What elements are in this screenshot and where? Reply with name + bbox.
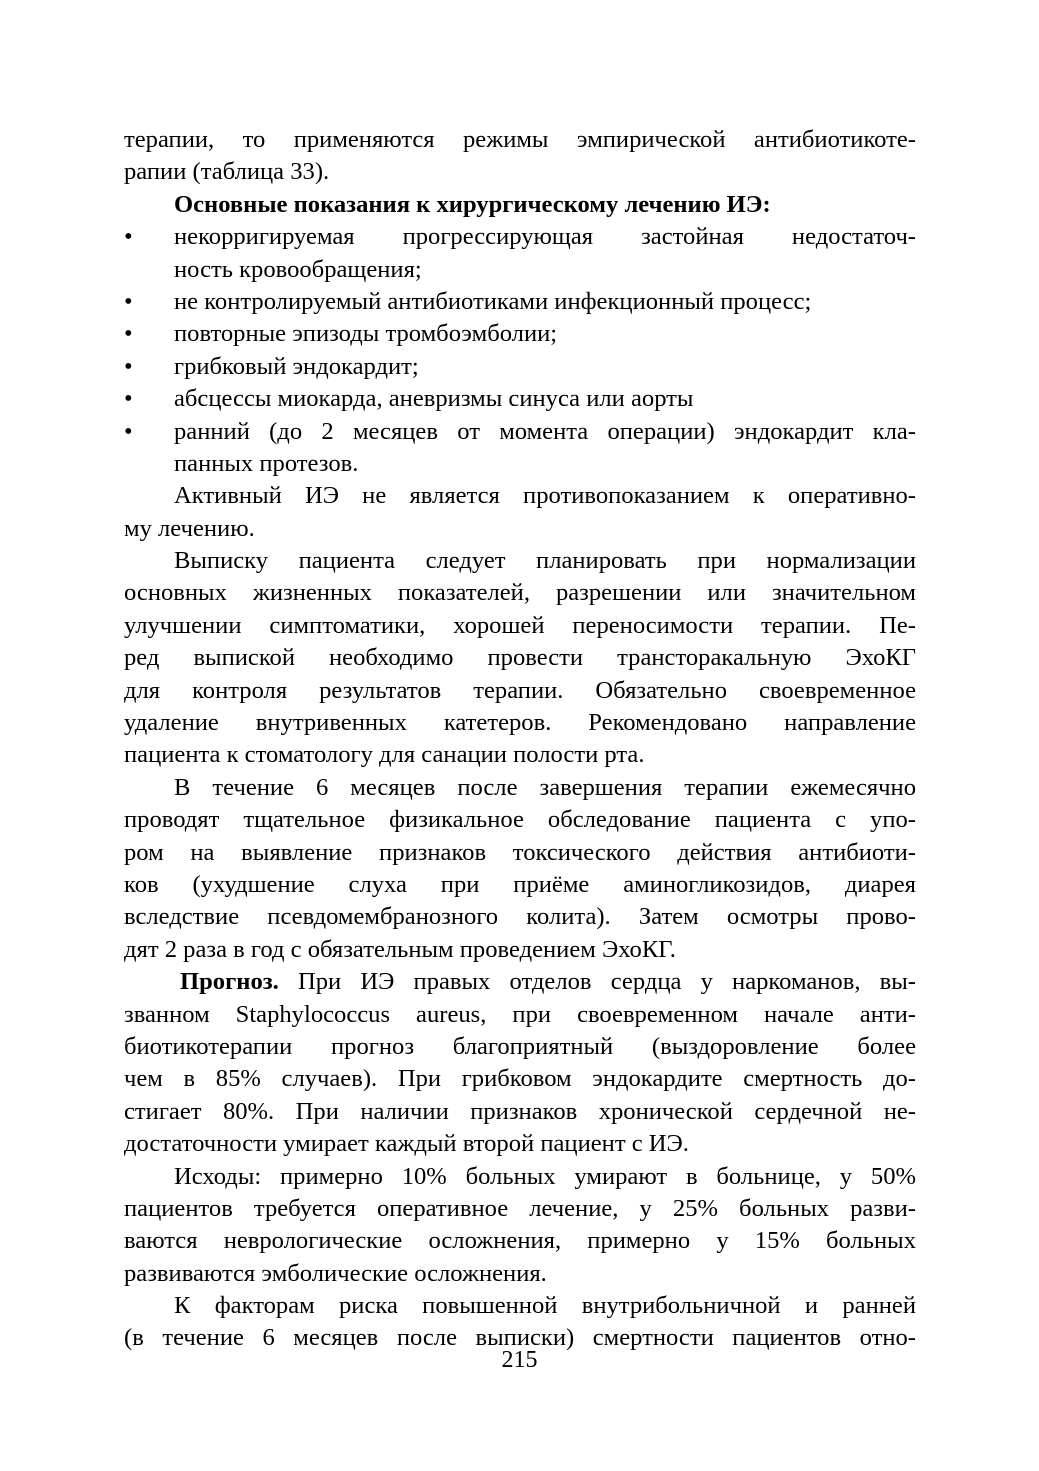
text-line: ков (ухудшение слуха при приёме аминогликозидов, диарея <box>124 870 916 898</box>
list-item <box>124 351 916 383</box>
text-line: В течение 6 месяцев после завершения терапии ежемесячно <box>174 773 916 801</box>
text-line: проводят тщательное физикальное обследование пациента с упо- <box>124 806 916 834</box>
text-line: ром на выявление признаков токсического действия антибиоти- <box>124 838 916 866</box>
text-line: вследствие псевдомембранозного колита). Затем осмотры прово- <box>124 903 916 931</box>
text-line: пациента к стоматологу для санации полости рта. <box>124 741 645 769</box>
text-line: для контроля результатов терапии. Обязательно своевременное <box>124 676 916 704</box>
bullet-icon: • <box>124 352 133 380</box>
text-line: (в течение 6 месяцев после выписки) смертности пациентов отно- <box>124 1324 916 1352</box>
text-line: основных жизненных показателей, разрешении или значительном <box>124 579 916 607</box>
list-item <box>124 221 916 253</box>
text-line: терапии, то применяются режимы эмпирической антибиотикоте- <box>124 126 916 153</box>
text-line: му лечению. <box>124 514 255 542</box>
list-item-continuation: ность кровообращения; <box>174 255 422 283</box>
text-line: Выписку пациента следует планировать при нормализации <box>174 547 916 575</box>
text-line: достаточности умирает каждый второй пациент с ИЭ. <box>124 1130 689 1158</box>
list-item-text: не контролируемый антибиотиками инфекционный процесс; <box>174 287 812 315</box>
list-item-text: некорригируемая прогрессирующая застойная недостаточ- <box>174 223 916 251</box>
list-item-text: ранний (до 2 месяцев от момента операции) эндокардит кла- <box>174 417 916 445</box>
page-body <box>124 124 916 1355</box>
bullet-icon: • <box>124 385 133 413</box>
text-line: биотикотерапии прогноз благоприятный (выздоровление более <box>124 1032 916 1060</box>
text-line: дят 2 раза в год с обязательным проведением ЭхоКГ. <box>124 935 676 963</box>
text-line: ваются неврологические осложнения, примерно у 15% больных <box>124 1227 916 1255</box>
prognosis-heading: Прогноз. <box>180 968 279 996</box>
list-item <box>124 383 916 415</box>
text-line: удаление внутривенных катетеров. Рекомендовано направление <box>124 709 916 737</box>
text-line: улучшении симптоматики, хорошей переносимости терапии. Пе- <box>124 611 916 639</box>
text-run: При ИЭ правых отделов сердца у наркоманов, вы- <box>278 968 916 996</box>
list-item <box>124 318 916 350</box>
text-line: стигает 80%. При наличии признаков хронической сердечной не- <box>124 1097 916 1125</box>
section-heading: Основные показания к хирургическому лечению ИЭ: <box>174 190 771 218</box>
list-item <box>124 416 916 448</box>
text-line: ред выпиской необходимо провести трансторакальную ЭхоКГ <box>124 644 916 672</box>
text-line: званном Staphylococcus aureus, при своевременном начале анти- <box>124 1000 916 1028</box>
text-line: Активный ИЭ не является противопоказанием к оперативно- <box>174 482 916 510</box>
list-item-text: повторные эпизоды тромбоэмболии; <box>174 320 558 348</box>
page-number: 215 <box>501 1347 538 1373</box>
text-line <box>124 966 916 998</box>
text-line: чем в 85% случаев). При грибковом эндокардите смертность до- <box>124 1065 916 1093</box>
text-line: К факторам риска повышенной внутрибольничной и ранней <box>174 1292 916 1320</box>
bullet-icon: • <box>124 287 133 315</box>
text-line: развиваются эмболические осложнения. <box>124 1259 547 1287</box>
list-item-text: грибковый эндокардит; <box>174 352 419 380</box>
list-item-continuation: панных протезов. <box>174 449 359 477</box>
bullet-icon: • <box>124 223 133 251</box>
text-line: пациентов требуется оперативное лечение, у 25% больных разви- <box>124 1194 916 1222</box>
bullet-icon: • <box>124 320 133 348</box>
list-item-text: абсцессы миокарда, аневризмы синуса или аорты <box>174 385 694 413</box>
list-item <box>124 286 916 318</box>
text-line: Исходы: примерно 10% больных умирают в больнице, у 50% <box>174 1162 916 1190</box>
bullet-icon: • <box>124 417 133 445</box>
text-line: рапии (таблица 33). <box>124 158 330 186</box>
